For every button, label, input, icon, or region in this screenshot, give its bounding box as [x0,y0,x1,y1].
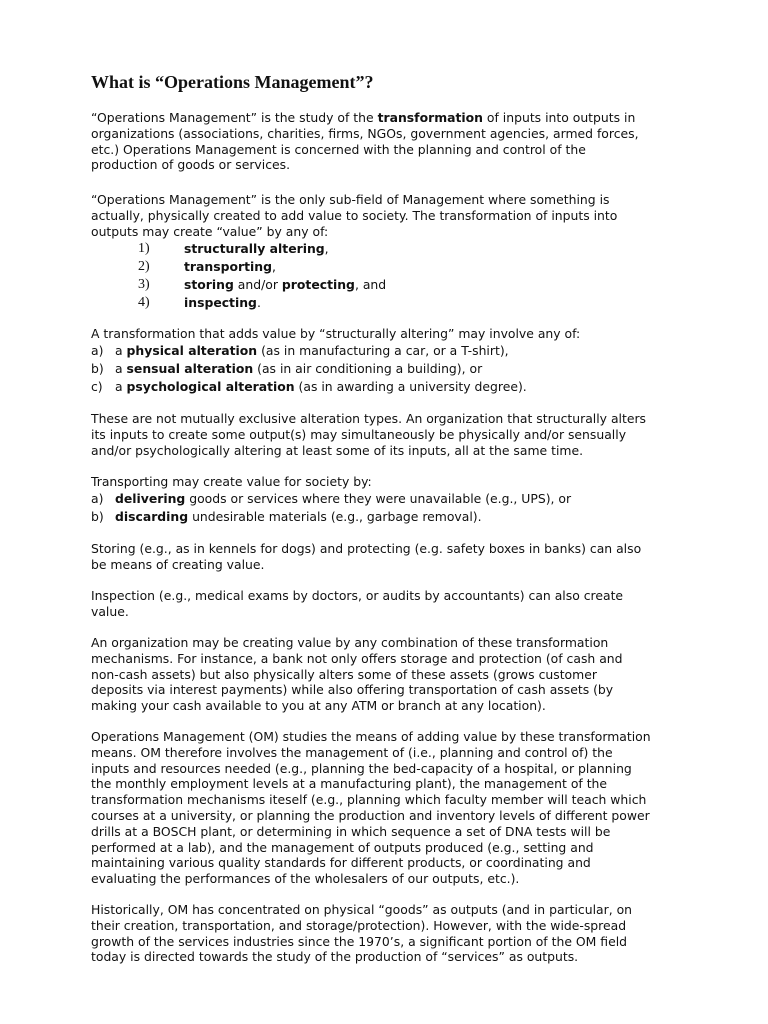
text-line: “Operations Management” is the only sub-field of Management where something is [91,192,610,207]
item-marker: b) [91,508,104,524]
text-line: maintaining various quality standards for different products, or coordinating and [91,855,591,871]
list-number: 4) [138,295,150,310]
text-line: inputs and resources needed (e.g., planning the bed-capacity of a hospital, or planning [91,760,632,776]
item-marker: a) [91,490,104,506]
text-run: a [115,378,127,394]
paragraph-alteration-types [91,326,580,396]
bold-term: delivering [115,490,186,506]
text-line: courses at a university, or planning the production and inventory levels of different power [91,807,650,823]
text-line: Inspection (e.g., medical exams by doctors, or audits by accountants) can also create [91,588,624,603]
paragraph-transporting [91,474,571,526]
text-line: mechanisms. For instance, a bank not only offers storage and protection (of cash and [91,650,623,666]
text-line: These are not mutually exclusive alteration types. An organization that structurally alters [91,411,647,426]
text-run: a [115,342,127,358]
text-line: transformation mechanisms iteself (e.g., planning which faculty member will teach which [91,792,647,808]
text-line: A transformation that adds value by “structurally altering” may involve any of: [91,326,581,341]
bold-term: sensual alteration [126,360,254,376]
text-line: Operations Management (OM) studies the means of adding value by these transformation [91,729,651,744]
text-line: their creation, transportation, and storage/protection). However, with the wide-spread [91,917,627,933]
item-marker: c) [91,378,103,394]
text-run: (as in awarding a university degree). [294,378,527,394]
bold-term: transformation [377,110,483,125]
text-run: (as in air conditioning a building), or [253,360,483,376]
paragraph-inspection [91,588,623,620]
text-line: An organization may be creating value by any combination of these transformation [91,635,609,650]
text-run: goods or services where they were unavailable (e.g., UPS), or [185,490,572,506]
text-line: Storing (e.g., as in kennels for dogs) and protecting (e.g. safety boxes in banks) can also [91,541,642,556]
paragraph-historically [91,902,632,965]
text-line: be means of creating value. [91,556,265,572]
text-line: production of goods or services. [91,157,291,173]
item-marker: b) [91,360,104,376]
paragraph-definition [91,110,639,173]
text-line: Transporting may create value for society by: [91,474,372,489]
bold-term: protecting [281,277,355,292]
text-line: outputs may create “value” by any of: [91,223,329,239]
text-run: undesirable materials (e.g., garbage removal). [188,508,482,524]
item-marker: a) [91,342,104,358]
lettered-item [91,360,580,378]
text-run: (as in manufacturing a car, or a T-shirt), [257,342,509,358]
text-run: and/or [233,277,282,292]
text-line: organizations (associations, charities, firms, NGOs, government agencies, armed forces, [91,125,639,141]
bold-term: psychological alteration [126,378,295,394]
text-line: making your cash available to you at any ATM or branch at any location). [91,698,546,714]
text-line: drills at a BOSCH plant, or determining in which sequence a set of DNA tests will be [91,823,611,839]
lettered-item [91,378,580,396]
text-line: means. OM therefore involves the management of (i.e., planning and control of) the [91,744,613,760]
list-number: 3) [138,277,150,292]
paragraph-subfield [91,192,617,239]
bold-term: transporting [184,259,272,274]
text-run: , [271,259,276,274]
text-run: , [324,241,329,256]
paragraph-om-studies [91,729,651,887]
bold-term: structurally altering [184,241,325,256]
document-title: What is “Operations Management”? [91,72,374,92]
lettered-item [91,490,571,508]
text-line: actually, physically created to add value to society. The transformation of inputs into [91,207,618,223]
bold-term: storing [184,277,234,292]
lettered-item [91,508,571,526]
text-line: non-cash assets) but also physically alters some of these assets (grows customer [91,666,597,682]
paragraph-storing [91,541,641,573]
text-run: “Operations Management” is the study of the [91,110,378,125]
text-line [91,110,639,126]
text-line: deposits via interest payments) while also offering transportation of cash assets (by [91,682,614,698]
text-line: etc.) Operations Management is concerned with the planning and control of the [91,141,586,157]
paragraph-not-exclusive [91,411,646,458]
list-number: 2) [138,259,150,274]
bold-term: inspecting [184,295,257,310]
text-line: performed at a lab), and the management of outputs produced (e.g., setting and [91,839,594,855]
text-line: today is directed towards the study of the production of “services” as outputs. [91,949,579,965]
text-line: value. [91,603,129,619]
list-number: 1) [138,241,150,256]
bold-term: physical alteration [126,342,258,358]
text-line: its inputs to create some output(s) may simultaneously be physically and/or sensually [91,426,627,442]
text-line: Historically, OM has concentrated on physical “goods” as outputs (and in particular, on [91,902,633,917]
text-line: the monthly employment levels at a manufacturing plant), the management of the [91,776,608,792]
paragraph-combination [91,635,623,714]
text-line: evaluating the performances of the wholesalers of our outputs, etc.). [91,871,520,887]
text-line: and/or psychologically altering at least some of its inputs, all at the same time. [91,442,584,458]
text-run: , and [354,277,387,292]
lettered-item [91,342,580,360]
bold-term: discarding [115,508,189,524]
text-run: of inputs into outputs in [482,110,636,125]
text-line: growth of the services industries since the 1970’s, a significant portion of the OM field [91,933,628,949]
text-run: . [256,295,261,310]
text-run: a [115,360,127,376]
